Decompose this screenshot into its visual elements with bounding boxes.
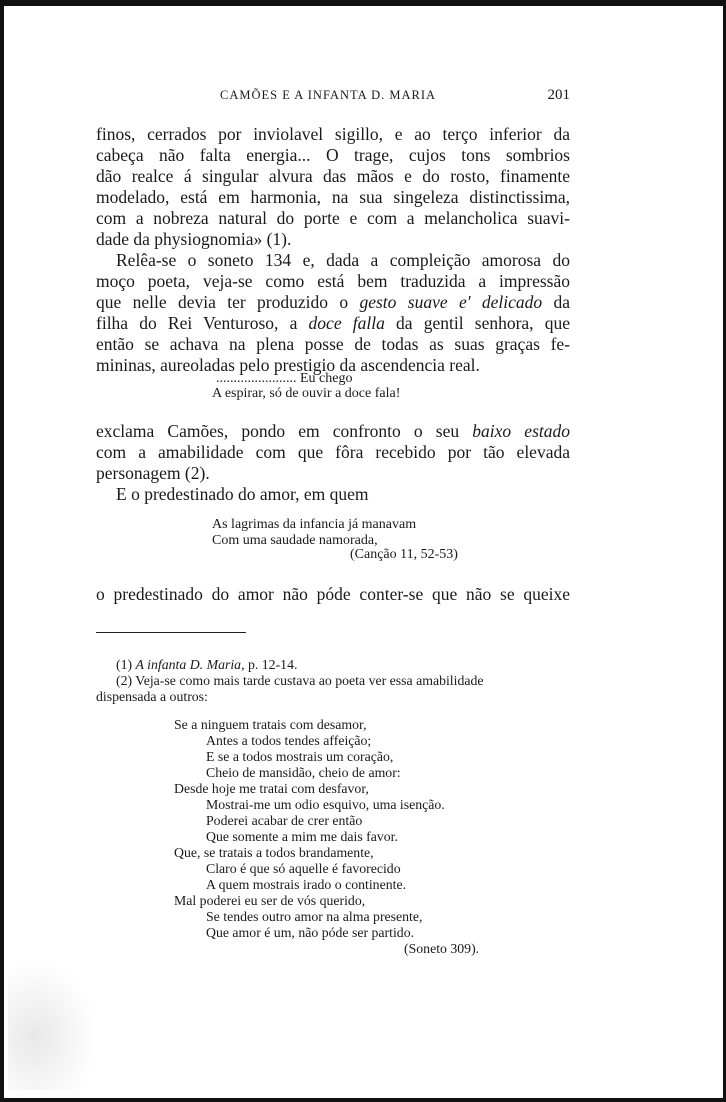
running-title: CAMÕES E A INFANTA D. MARIA: [220, 88, 437, 102]
sonnet-line: Que somente a mim me dais favor.: [206, 829, 398, 844]
quote-line: Com uma saudade namorada,: [212, 533, 378, 548]
sonnet-line: Mostrai-me um odio esquivo, uma isenção.: [206, 797, 445, 812]
sonnet-line: Se a ninguem tratais com desamor,: [174, 717, 367, 732]
body-line: personagem (2).: [96, 463, 210, 483]
sonnet-line: Mal poderei eu ser de vós querido,: [174, 893, 366, 908]
italic-phrase: doce falla: [308, 313, 385, 333]
body-line: mininas, aureoladas pelo prestigio da ascendencia real.: [96, 355, 480, 375]
body-line: modelado, está em harmonia, na sua singeleza distinctissima,: [96, 187, 570, 207]
body-line: dade da physiognomia» (1).: [96, 229, 292, 249]
sonnet-line: Se tendes outro amor na alma presente,: [206, 909, 423, 924]
sonnet-line: E se a todos mostrais um coração,: [206, 749, 394, 764]
sonnet-line: Que, se tratais a todos brandamente,: [174, 845, 374, 860]
body-line: Relêa-se o soneto 134 e, dada a compleição amorosa do: [116, 250, 570, 270]
page-number: 201: [547, 87, 570, 103]
quote-source: (Canção 11, 52-53): [350, 547, 458, 562]
body-line: o predestinado do amor não póde conter-se que não se queixe: [96, 584, 570, 604]
footnote-2-cont: dispensada a outros:: [96, 689, 208, 704]
sonnet-line: Que amor é um, não póde ser partido.: [206, 925, 415, 940]
body-line: então se achava na plena posse de todas as suas graças fe-: [96, 334, 570, 354]
body-line: com a amabilidade com que fôra recebido por tão elevada: [96, 442, 570, 462]
body-line: finos, cerrados por inviolavel sigillo, e ao terço inferior da: [96, 124, 570, 144]
sonnet-source: (Soneto 309).: [404, 941, 480, 956]
body-line: E o predestinado do amor, em quem: [116, 484, 369, 504]
quote-line: ....................... Eu chego: [216, 371, 353, 386]
sonnet-line: Desde hoje me tratai com desfavor,: [174, 781, 369, 796]
quote-line: As lagrimas da infancia já manavam: [212, 517, 417, 532]
sonnet-line: Cheio de mansidão, cheio de amor:: [206, 765, 401, 780]
body-line: dão realce á singular alvura das mãos e do rosto, finamente: [96, 166, 570, 186]
body-line: exclama Camões, pondo em confronto o seu baixo estado: [96, 421, 570, 441]
body-line: cabeça não falta energia... O trage, cujos tons sombrios: [96, 145, 570, 165]
italic-phrase: baixo estado: [472, 421, 570, 441]
footnote-2: (2) Veja-se como mais tarde custava ao poeta ver essa amabilidade: [116, 673, 484, 688]
body-line: moço poeta, veja-se como está bem traduzida a impressão: [96, 271, 570, 291]
sonnet-line: Claro é que só aquelle é favorecido: [206, 861, 401, 876]
body-line: filha do Rei Venturoso, a doce falla da gentil senhora, que: [96, 313, 571, 333]
quote-line: A espirar, só de ouvir a doce fala!: [212, 386, 401, 401]
body-line: com a nobreza natural do porte e com a melancholica suavi-: [96, 208, 570, 228]
sonnet-line: A quem mostrais irado o continente.: [206, 877, 407, 892]
body-line: que nelle devia ter produzido o gesto suave e' delicado da: [96, 292, 570, 312]
footnote-1: (1) A infanta D. Maria, p. 12-14.: [116, 657, 298, 672]
sonnet-line: Antes a todos tendes affeição;: [206, 733, 372, 748]
italic-phrase: gesto suave e' delicado: [359, 292, 543, 312]
sonnet-line: Poderei acabar de crer então: [206, 813, 363, 828]
